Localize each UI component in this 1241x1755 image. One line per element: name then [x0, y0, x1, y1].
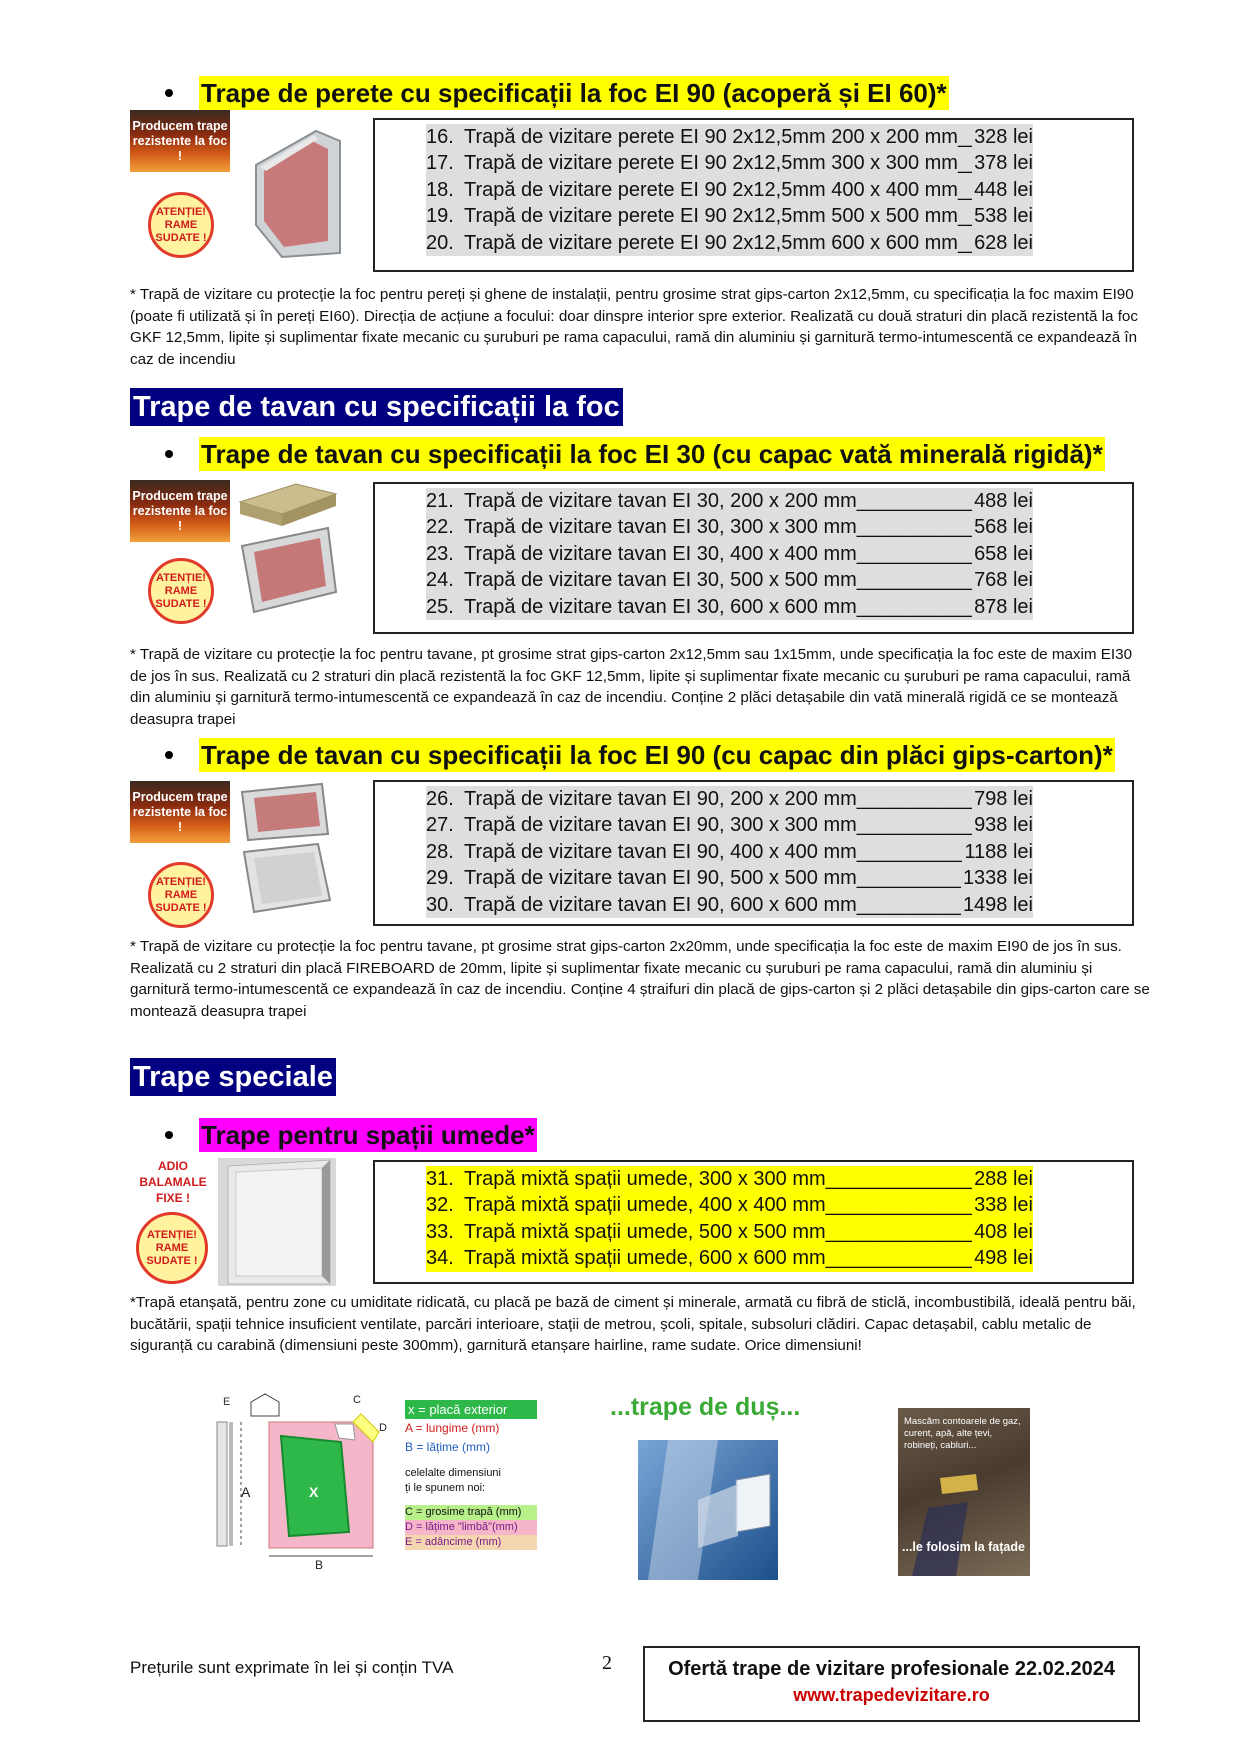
warning-badge: ATENȚIE! RAME SUDATE !	[148, 192, 214, 258]
fire-badge: Producem trape rezistente la foc !	[130, 781, 230, 843]
label-d: D	[379, 1422, 387, 1434]
price-box-section3	[373, 780, 1134, 926]
price-box-section2	[373, 482, 1134, 634]
warning-badge: ATENȚIE! RAME SUDATE !	[136, 1212, 208, 1284]
price-box-section1	[373, 118, 1134, 272]
offer-title: Ofertă trape de vizitare profesionale 22.02.2024	[668, 1658, 1115, 1680]
legend-other: celelalte dimensiuni	[405, 1467, 501, 1479]
price-row: 29. Trapă de vizitare tavan EI 90, 500 x 500 mm _____ 1338 lei	[426, 865, 1033, 891]
section2-heading-text: Trape de tavan cu specificații la foc EI 30 (cu capac vată minerală rigidă)*	[201, 439, 1103, 469]
diagram-legend	[405, 1400, 537, 1550]
wall-hatch-image	[246, 125, 346, 261]
section4-heading-text: Trape pentru spații umede*	[201, 1120, 535, 1150]
page-number: 2	[602, 1652, 612, 1674]
bullet-icon	[165, 751, 173, 759]
legend-x: x = placă exterior	[405, 1400, 537, 1419]
offer-box	[643, 1646, 1140, 1722]
fire-badge: Producem trape rezistente la foc !	[130, 110, 230, 172]
special-section-title: Trape speciale	[130, 1058, 336, 1096]
price-row: 23. Trapă de vizitare tavan EI 30, 400 x 400 mm _____ 658 lei	[426, 541, 1033, 567]
legend-tell: ți le spunem noi:	[405, 1482, 486, 1494]
price-box-section4	[373, 1160, 1134, 1284]
bullet-icon	[165, 450, 173, 458]
section1-heading	[165, 76, 949, 110]
legend-e: E = adâncime (mm)	[405, 1535, 537, 1550]
section4-note: *Trapă etanșată, pentru zone cu umiditate ridicată, cu placă pe bază de ciment și minerale, armată cu fibră de sticlă, incombustibilă, ideală pentru băi, bucătării, spații tehnice insuficient ventilate, parcări interioare, stații de metrou, școli, spitale, subsoluri clădiri. Capac detașabil, cablu metalic de siguranță cu carabină (dimensiuni peste 300mm), garnitură etanșare hairline, rame sudate. Orice dimensiuni!	[130, 1294, 1136, 1354]
label-a: A	[241, 1484, 251, 1500]
price-row: 17. Trapă de vizitare perete EI 90 2x12,5mm 300 x 300 mm _____ 378 lei	[426, 150, 1033, 176]
diagram-drawing	[205, 1392, 405, 1572]
price-row: 20. Trapă de vizitare perete EI 90 2x12,5mm 600 x 600 mm _____ 628 lei	[426, 230, 1033, 256]
legend-d: D = lățime "limbă"(mm)	[405, 1520, 537, 1535]
section3-note: * Trapă de vizitare cu protecție la foc pentru tavane, pt grosime strat gips-carton 2x20mm, unde specificația la foc este de maxim EI90 de jos în sus. Realizată cu 2 straturi din placă FIREBOARD de 20mm, lipite și suplimentar fixate mecanic cu șuruburi pe rama capacului, ramă din aluminiu și garnitură termo-intumescentă ce expandează în caz de incendiu. Conține 4 ștraifuri din placă de gips-carton și 2 plăci detașabile din gips-carton care se montează deasupra trapei	[130, 938, 1150, 1020]
price-row: 18. Trapă de vizitare perete EI 90 2x12,5mm 400 x 400 mm _____ 448 lei	[426, 177, 1033, 203]
legend-c: C = grosime trapă (mm)	[405, 1505, 537, 1520]
price-row: 33. Trapă mixtă spații umede, 500 x 500 mm _____ 408 lei	[426, 1219, 1033, 1245]
price-row: 24. Trapă de vizitare tavan EI 30, 500 x 500 mm _____ 768 lei	[426, 567, 1033, 593]
bullet-icon	[165, 1131, 173, 1139]
facade-image	[898, 1408, 1030, 1576]
section1-note: * Trapă de vizitare cu protecție la foc pentru pereți și ghene de instalații, pentru grosime strat gips-carton 2x12,5mm, cu specificația la foc maxim EI90 (poate fi utilizată și în pereți EI60). Direcția de acțiune a focului: doar dinspre interior spre exterior. Realizată cu două straturi din placă rezistentă la foc GKF 12,5mm, lipite și suplimentar fixate mecanic cu șuruburi pe rama capacului, ramă din aluminiu și garnitură termo-intumescentă ce expandează în caz de incendiu	[130, 286, 1138, 368]
facade-caption-bottom: ...le folosim la fațade	[902, 1540, 1025, 1554]
price-row: 34. Trapă mixtă spații umede, 600 x 600 mm _____ 498 lei	[426, 1245, 1033, 1271]
facade-caption-top: Mascăm contoarele de gaz, curent, apă, alte țevi, robineți, cabluri...	[904, 1416, 1021, 1451]
warning-badge: ATENȚIE! RAME SUDATE !	[148, 558, 214, 624]
fire-badge: Producem trape rezistente la foc !	[130, 480, 230, 542]
legend-a: A = lungime (mm)	[405, 1421, 500, 1435]
label-e: E	[223, 1396, 231, 1408]
price-row: 26. Trapă de vizitare tavan EI 90, 200 x 200 mm _____ 798 lei	[426, 786, 1033, 812]
legend-b: B = lățime (mm)	[405, 1440, 491, 1454]
section3-heading-text: Trape de tavan cu specificații la foc EI 90 (cu capac din plăci gips-carton)*	[201, 740, 1113, 770]
price-row: 32. Trapă mixtă spații umede, 400 x 400 mm _____ 338 lei	[426, 1192, 1033, 1218]
shower-image	[638, 1440, 778, 1580]
shower-title: ...trape de duș...	[610, 1393, 801, 1421]
price-row: 16. Trapă de vizitare perete EI 90 2x12,5mm 200 x 200 mm _____ 328 lei	[426, 124, 1033, 150]
price-row: 19. Trapă de vizitare perete EI 90 2x12,5mm 500 x 500 mm _____ 538 lei	[426, 203, 1033, 229]
website-link[interactable]: www.trapedevizitare.ro	[793, 1685, 990, 1705]
price-row: 21. Trapă de vizitare tavan EI 30, 200 x 200 mm _____ 488 lei	[426, 488, 1033, 514]
label-c: C	[353, 1394, 361, 1406]
no-hinges-badge: ADIO BALAMALE FIXE !	[139, 1159, 207, 1205]
section1-heading-text: Trape de perete cu specificații la foc EI 90 (acoperă și EI 60)*	[201, 78, 947, 108]
wet-room-hatch-image	[218, 1158, 336, 1286]
ceiling-section-title: Trape de tavan cu specificații la foc	[130, 388, 623, 426]
price-row: 27. Trapă de vizitare tavan EI 90, 300 x 300 mm _____ 938 lei	[426, 812, 1033, 838]
section2-note: * Trapă de vizitare cu protecție la foc pentru tavane, pt grosime strat gips-carton 2x12,5mm sau 1x15mm, unde specificația la foc este de maxim EI30 de jos în sus. Realizată cu 2 straturi din placă rezistentă la foc GKF 12,5mm, lipite și suplimentar fixate mecanic cu șuruburi pe rama capacului, ramă din aluminiu și garnitură termo-intumescentă ce expandează în caz de incendiu. Conține 2 plăci detașabile din vată minerală rigidă ce se montează deasupra trapei	[130, 646, 1133, 728]
vat-note: Prețurile sunt exprimate în lei și conțin TVA	[130, 1658, 454, 1677]
section3-heading	[165, 738, 1115, 772]
dimension-diagram	[205, 1392, 535, 1572]
price-row: 22. Trapă de vizitare tavan EI 30, 300 x 300 mm _____ 568 lei	[426, 514, 1033, 540]
ceiling-gypsum-hatch-image	[238, 782, 334, 918]
price-row: 30. Trapă de vizitare tavan EI 90, 600 x 600 mm _____ 1498 lei	[426, 892, 1033, 918]
label-b: B	[315, 1558, 324, 1572]
price-row: 25. Trapă de vizitare tavan EI 30, 600 x 600 mm _____ 878 lei	[426, 594, 1033, 620]
section4-heading	[165, 1118, 537, 1152]
ceiling-hatch-image	[236, 480, 340, 615]
warning-badge: ATENȚIE! RAME SUDATE !	[148, 862, 214, 928]
label-x: X	[309, 1484, 319, 1500]
price-row: 31. Trapă mixtă spații umede, 300 x 300 mm _____ 288 lei	[426, 1166, 1033, 1192]
bullet-icon	[165, 89, 173, 97]
section2-heading	[165, 437, 1105, 471]
price-row: 28. Trapă de vizitare tavan EI 90, 400 x 400 mm _____ 1188 lei	[426, 839, 1033, 865]
